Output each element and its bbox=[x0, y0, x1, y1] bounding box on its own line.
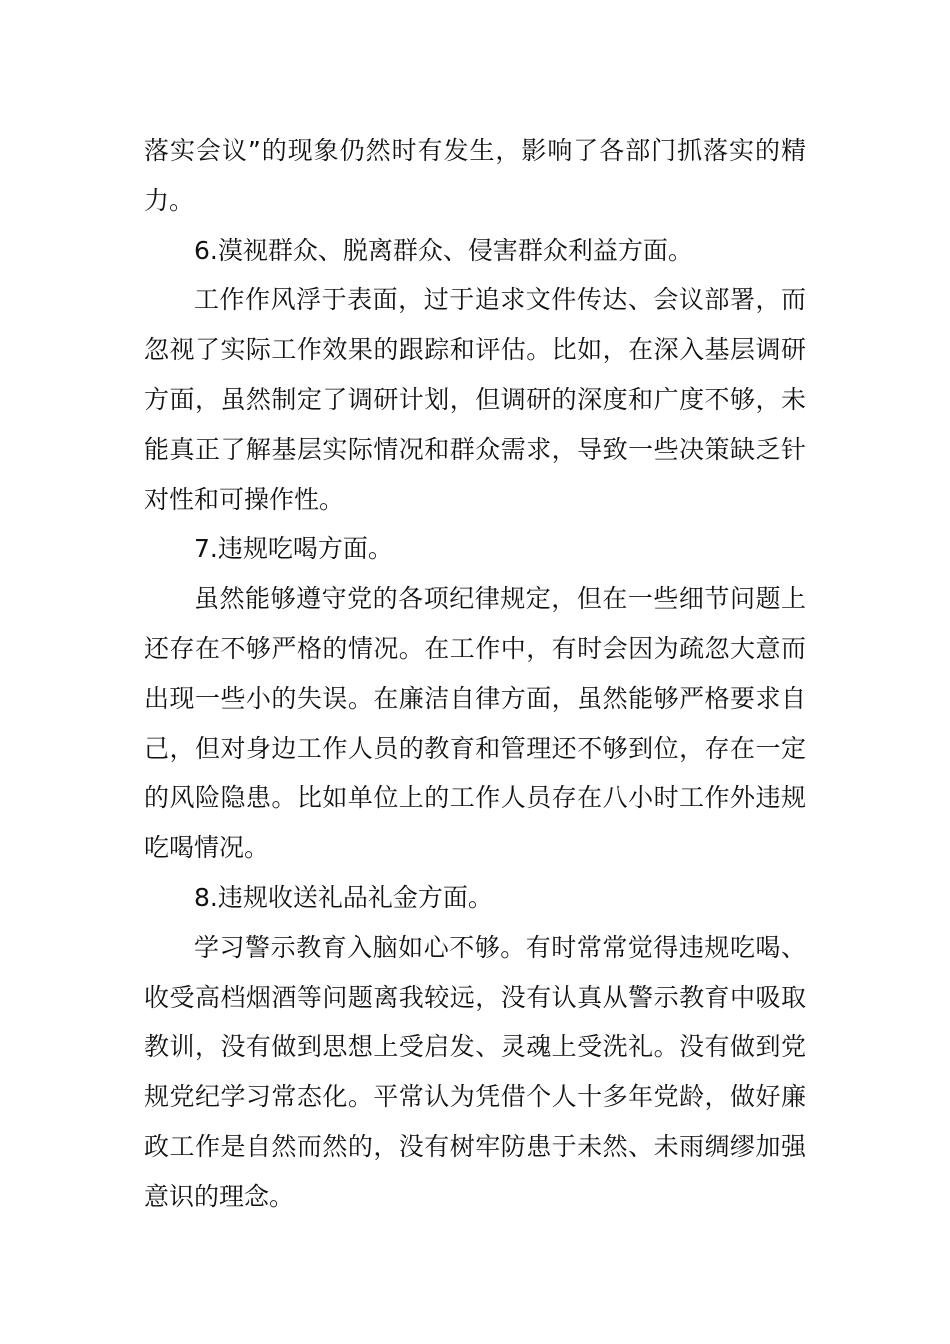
section-heading-6: 6.漠视群众、脱离群众、侵害群众利益方面。 bbox=[194, 235, 693, 265]
paragraph-section-7: 虽然能够遵守党的各项纪律规定，但在一些细节问题上还存在不够严格的情况。在工作中，有时会因为疏忽大意而出现一些小的失误。在廉洁自律方面，虽然能够严格要求自己，但对身边工作人员的教育和管理还不够到位，存在一定的风险隐患。比如单位上的工作人员存在八小时工作外违规吃喝情况。 bbox=[144, 584, 806, 863]
section-heading-7: 7.违规吃喝方面。 bbox=[194, 534, 393, 564]
section-heading-8: 8.违规收送礼品礼金方面。 bbox=[194, 882, 493, 912]
paragraph-section-8: 学习警示教育入脑如心不够。有时常常觉得违规吃喝、收受高档烟酒等问题离我较远，没有认真从警示教育中吸取教训，没有做到思想上受启发、灵魂上受洗礼。没有做到党规党纪学习常态化。平常认为凭借个人十多年党龄，做好廉政工作是自然而然的，没有树牢防患于未然、未雨绸缪加强意识的理念。 bbox=[144, 932, 806, 1211]
paragraph-section-6: 工作作风浮于表面，过于追求文件传达、会议部署，而忽视了实际工作效果的跟踪和评估。比如，在深入基层调研方面，虽然制定了调研计划，但调研的深度和广度不够，未能真正了解基层实际情况和群众需求，导致一些决策缺乏针对性和可操作性。 bbox=[144, 285, 806, 514]
paragraph-continuation: 落实会议”的现象仍然时有发生，影响了各部门抓落实的精力。 bbox=[144, 136, 806, 215]
document-body bbox=[144, 126, 806, 1222]
